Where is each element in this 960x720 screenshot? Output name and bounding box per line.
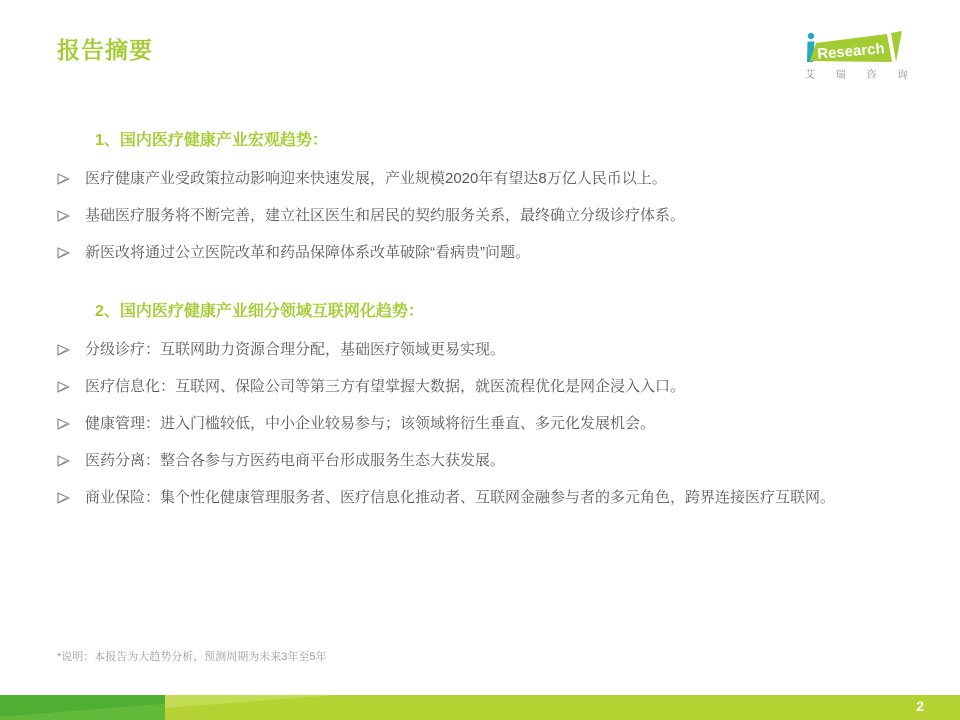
bullet-item [57,242,909,263]
bullet-item [57,205,909,226]
section-1-heading: 1、国内医疗健康产业宏观趋势： [95,132,328,149]
arrow-bullet-icon [57,454,70,468]
bullet-text: 商业保险：集个性化健康管理服务者、医疗信息化推动者、互联网金融参与者的多元角色，跨界连接医疗互联网。 [85,489,836,506]
arrow-bullet-icon [57,417,70,431]
arrow-bullet-icon [57,491,70,505]
bullet-text: 基础医疗服务将不断完善，建立社区医生和居民的契约服务关系，最终确立分级诊疗体系。 [85,207,686,224]
bullet-item [57,450,909,471]
bullet-item [57,487,909,513]
bullet-item [57,376,909,397]
logo-brand-text: Research [816,40,886,63]
bullet-text: 分级诊疗：互联网助力资源合理分配，基础医疗领域更易实现。 [85,341,506,358]
footer-bar [0,695,960,720]
bullet-item [57,168,909,189]
summary-content [57,130,909,529]
page-title: 报告摘要 [57,37,153,63]
logo-slash-shape [891,31,902,62]
logo-chinese-name: 艾 瑞 咨 询 [805,70,917,81]
section-2-heading: 2、国内医疗健康产业细分领域互联网化趋势： [95,303,424,320]
bullet-text: 医疗健康产业受政策拉动影响迎来快速发展，产业规模2020年有望达8万亿人民币以上。 [85,170,667,187]
arrow-bullet-icon [57,380,70,394]
footnote: *说明：本报告为大趋势分析，预测周期为未来3年至5年 [57,651,327,663]
bullet-text: 新医改将通过公立医院改革和药品保障体系改革破除“看病贵”问题。 [85,244,530,261]
page-number: 2 [916,698,924,714]
bullet-text: 健康管理：进入门槛较低，中小企业较易参与；该领域将衍生垂直、多元化发展机会。 [85,415,656,432]
bullet-text: 医药分离：整合各参与方医药电商平台形成服务生态大获发展。 [85,452,506,469]
arrow-bullet-icon [57,343,70,357]
arrow-bullet-icon [57,172,70,186]
arrow-bullet-icon [57,246,70,260]
arrow-bullet-icon [57,209,70,223]
bullet-text: 医疗信息化：互联网、保险公司等第三方有望掌握大数据，就医流程优化是网企浸入入口。 [85,378,686,395]
bullet-item [57,339,909,360]
bullet-item [57,413,909,434]
